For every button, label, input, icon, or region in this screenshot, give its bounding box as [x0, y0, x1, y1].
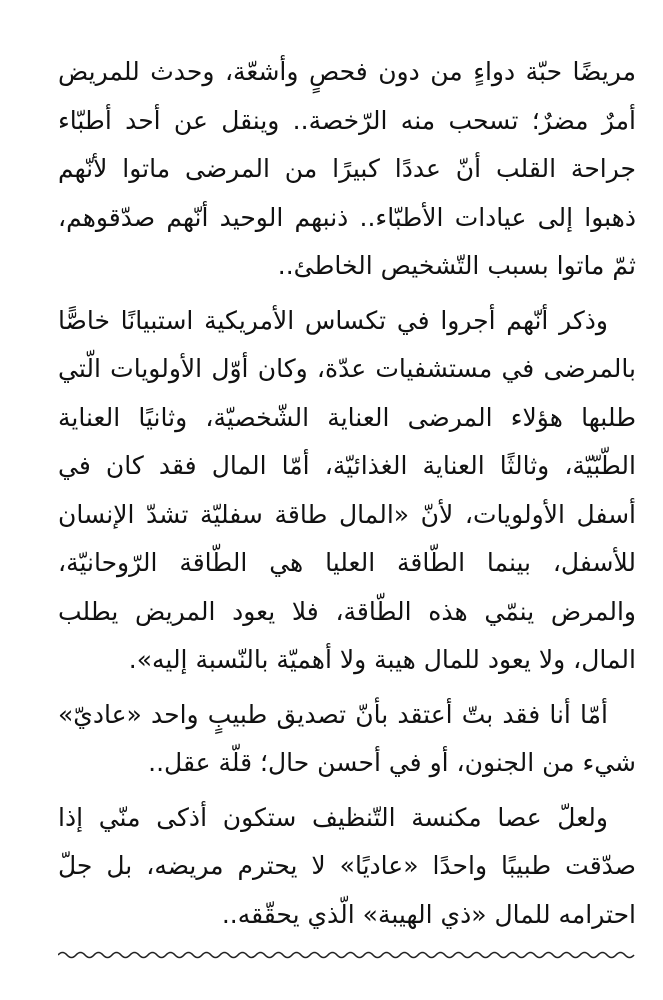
paragraph-4: ولعلّ عصا مكنسة التّنظيف ستكون أذكى منّي إذا صدّقت طبيبًا واحدًا «عاديًا» لا يحترم مريضه، بل جلّ احترامه للمال «ذي الهيبة» الّذي يحقّقه.. [58, 802, 636, 929]
paragraph-2: وذكر أنّهم أجروا في تكساس الأمريكية استبيانًا خاصًّا بالمرضى في مستشفيات عدّة، وكان أوّل الأولويات الّتي طلبها هؤلاء المرضى العناية الشّخصيّة، وثانيًا العناية الطّبّيّة، وثالثًا العناية الغذائيّة، أمّا المال فقد كان في أسفل الأولويات، لأنّ «المال طاقة سفليّة تشدّ الإنسان للأسفل، بينما الطّاقة العليا هي الطّاقة الرّوحانيّة، والمرض ينمّي هذه الطّاقة، فلا يعود المريض يطلب المال، ولا يعود للمال هيبة ولا أهميّة بالنّسبة إليه». [58, 305, 636, 674]
paragraph-3: أمّا أنا فقد بتّ أعتقد بأنّ تصديق طبيبٍ واحد «عاديّ» شيء من الجنون، أو في أحسن حال؛ قلّة عقل.. [58, 699, 636, 777]
paragraph-1: مريضًا حبّة دواءٍ من دون فحصٍ وأشعّة، وحدث للمريض أمرٌ مضرٌ؛ تسحب منه الرّخصة.. وينقل عن أحد أطبّاء جراحة القلب أنّ عددًا كبيرًا من المرضى ماتوا لأنّهم ذهبوا إلى عيادات الأطبّاء.. ذنبهم الوحيد أنّهم صدّقوهم، ثمّ ماتوا بسبب التّشخيص الخاطئ.. [58, 57, 636, 280]
wavy-divider [58, 948, 636, 962]
page-body [58, 48, 636, 945]
